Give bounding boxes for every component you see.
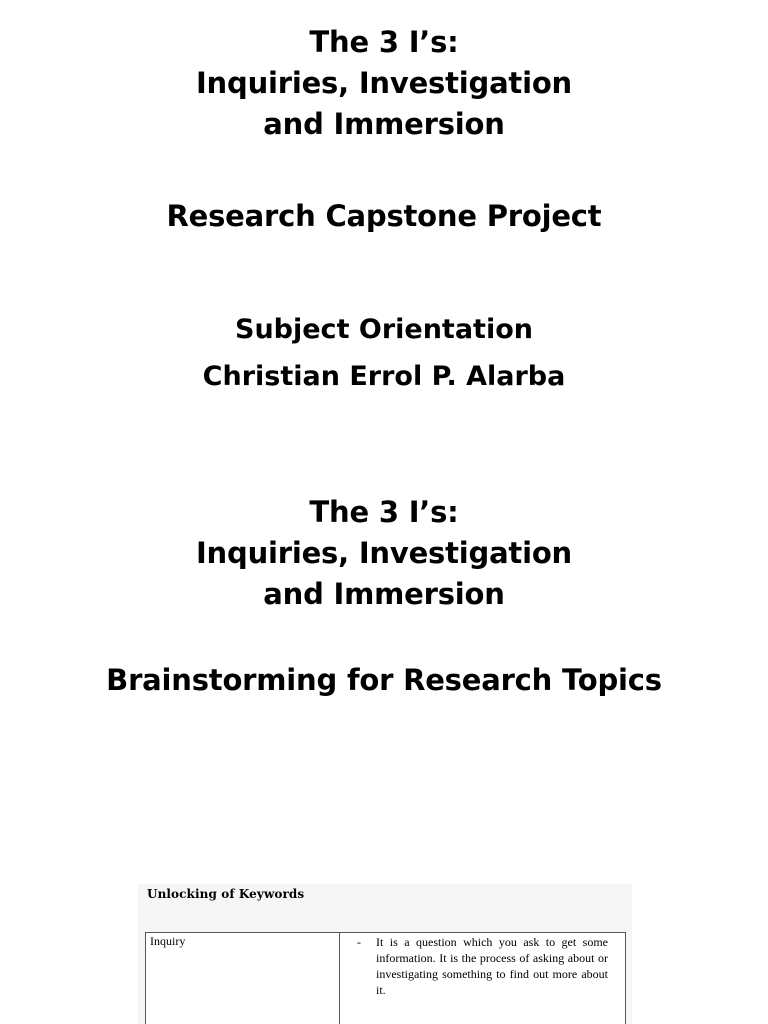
subject-orientation-label: Subject Orientation xyxy=(235,314,533,345)
slide-2-title-line-2: Inquiries, Investigation xyxy=(195,536,573,570)
slide-1-subtitle xyxy=(0,196,768,237)
keywords-heading: Unlocking of Keywords xyxy=(147,887,305,901)
slide-2-subtitle xyxy=(0,660,768,701)
keyword-term-cell xyxy=(146,933,340,1024)
author-name: Christian Errol P. Alarba xyxy=(202,361,566,392)
slide-1-title xyxy=(0,22,768,145)
slide-2-title xyxy=(0,492,768,615)
keywords-document xyxy=(138,884,632,1024)
slide-1-details xyxy=(0,306,768,400)
slide-2-title-line-3: and Immersion xyxy=(263,577,505,611)
slide-1-title-line-2: Inquiries, Investigation xyxy=(195,66,573,100)
slide-1-subtitle-text: Research Capstone Project xyxy=(166,199,602,233)
keywords-table xyxy=(145,932,626,1024)
slide-1-title-line-3: and Immersion xyxy=(263,107,505,141)
bullet-dash: - xyxy=(357,935,361,949)
keyword-definition-cell xyxy=(340,933,625,1024)
keyword-term: Inquiry xyxy=(150,934,186,948)
slide-2-title-line-1: The 3 I’s: xyxy=(309,495,459,529)
keyword-definition: It is a question which you ask to get some information. It is the process of asking about or investigating something to find out more about it. xyxy=(376,935,608,997)
slide-1-title-line-1: The 3 I’s: xyxy=(309,25,459,59)
slide-2-subtitle-text: Brainstorming for Research Topics xyxy=(106,663,662,697)
